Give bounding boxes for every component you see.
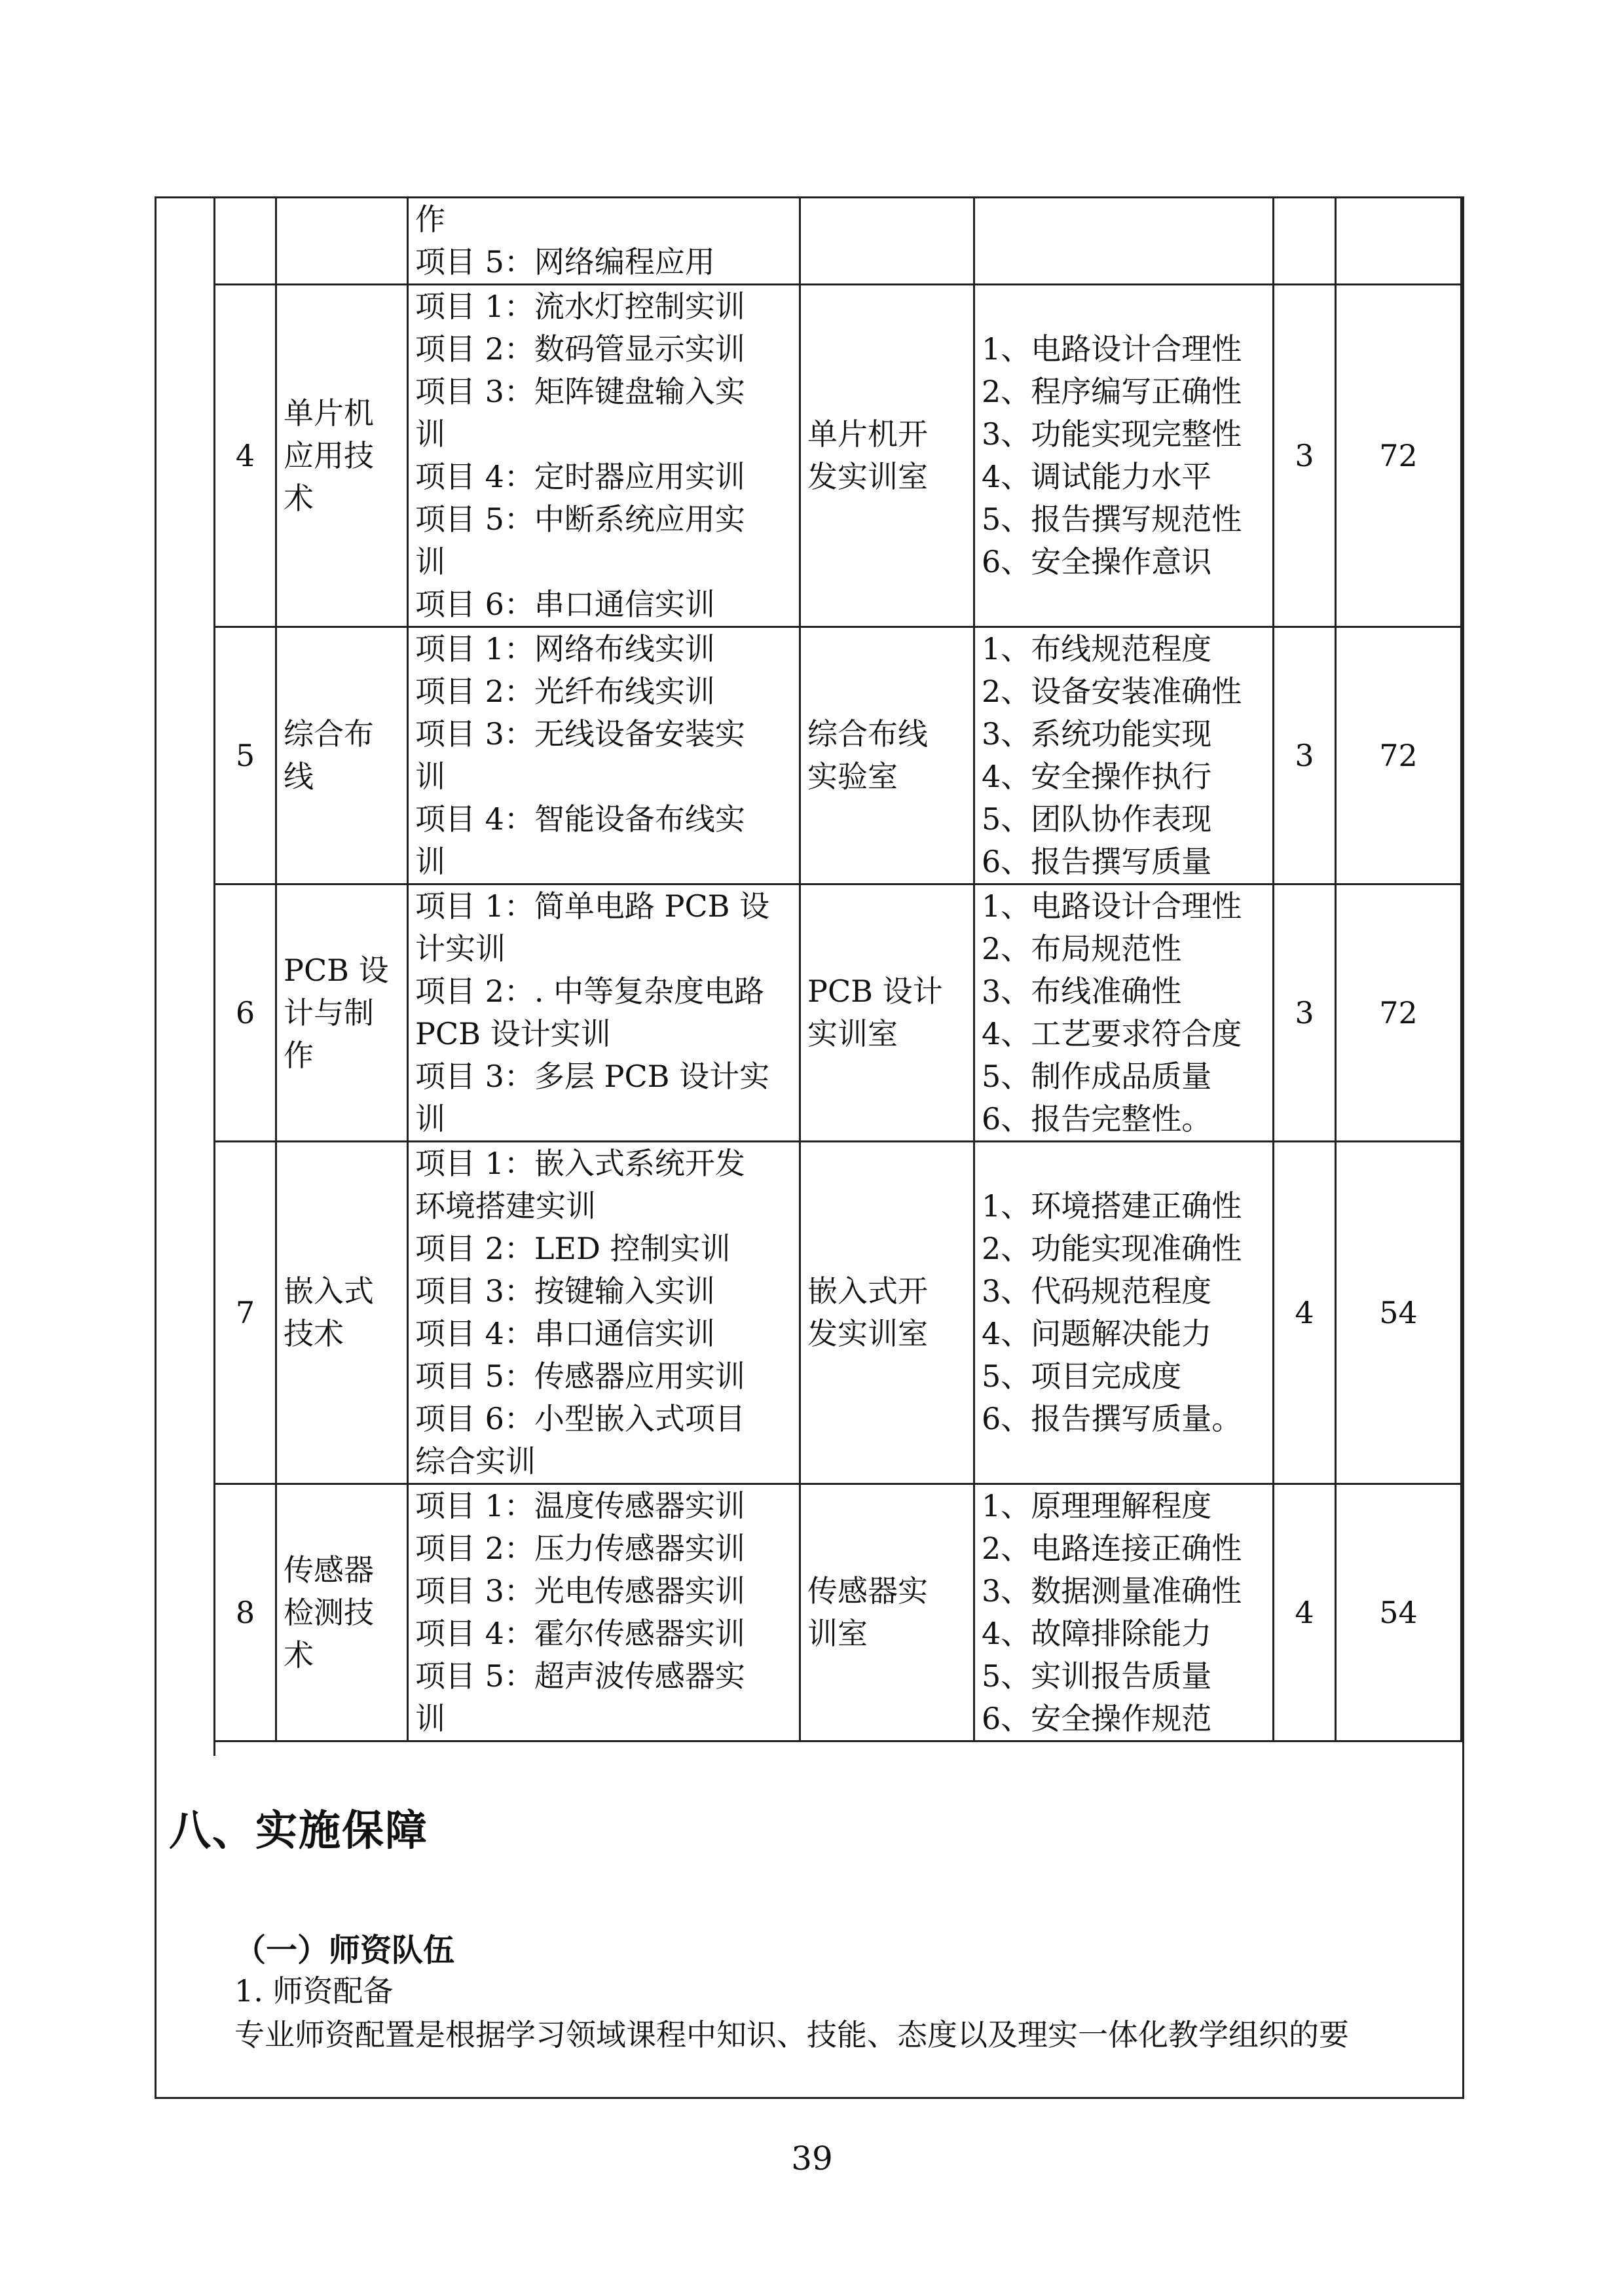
hours-value: 72 — [1336, 884, 1462, 1142]
assessment-criteria-line: 1、环境搭建正确性 — [982, 1188, 1242, 1224]
assessment-criteria-line: 3、数据测量准确性 — [982, 1573, 1242, 1609]
assessment-criteria-line: 2、程序编写正确性 — [982, 374, 1242, 409]
course-name-line: 技术 — [284, 1316, 344, 1351]
assessment-criteria-line: 6、安全操作意识 — [982, 544, 1212, 579]
hours-value — [1336, 198, 1462, 285]
project-list — [408, 627, 800, 884]
assessment-criteria — [974, 1484, 1274, 1741]
row-number: 7 — [215, 1142, 276, 1484]
assessment-criteria-line: 5、项目完成度 — [982, 1358, 1182, 1394]
training-room — [800, 285, 974, 627]
assessment-criteria — [974, 198, 1274, 285]
project-list-line: 训 — [415, 759, 445, 794]
project-list-line: 项目 5：传感器应用实训 — [415, 1358, 745, 1394]
assessment-criteria-line: 4、调试能力水平 — [982, 459, 1212, 494]
project-list-line: 作 — [415, 202, 445, 237]
row-number: 5 — [215, 627, 276, 884]
project-list-line: 项目 3：多层 PCB 设计实 — [415, 1059, 770, 1094]
assessment-criteria-line: 6、报告完整性。 — [982, 1101, 1212, 1137]
project-list-line: PCB 设计实训 — [415, 1016, 611, 1051]
project-list-line: 项目 2：数码管显示实训 — [415, 331, 745, 367]
assessment-criteria-line: 1、电路设计合理性 — [982, 331, 1242, 367]
project-list-line: 项目 2：压力传感器实训 — [415, 1531, 745, 1566]
course-name-line: 作 — [284, 1037, 314, 1073]
hours-value: 54 — [1336, 1142, 1462, 1484]
table-row — [215, 627, 1462, 884]
project-list — [408, 1142, 800, 1484]
course-name — [276, 627, 408, 884]
assessment-criteria-line: 4、问题解决能力 — [982, 1316, 1212, 1351]
assessment-criteria-line: 2、设备安装准确性 — [982, 674, 1242, 709]
project-list-line: 项目 6：串口通信实训 — [415, 587, 715, 622]
assessment-criteria-line: 5、制作成品质量 — [982, 1059, 1212, 1094]
project-list-line: 项目 2：LED 控制实训 — [415, 1231, 731, 1266]
assessment-criteria-line: 2、功能实现准确性 — [982, 1231, 1242, 1266]
course-name-line: 线 — [284, 759, 314, 794]
training-room-line: 嵌入式开 — [807, 1273, 928, 1309]
project-list-line: 训 — [415, 544, 445, 579]
assessment-criteria-line: 6、安全操作规范 — [982, 1701, 1212, 1736]
course-name-line: 嵌入式 — [284, 1273, 374, 1309]
project-list-line: 项目 1：温度传感器实训 — [415, 1488, 745, 1523]
assessment-criteria-line: 5、团队协作表现 — [982, 801, 1212, 837]
project-list-line: 项目 2：光纤布线实训 — [415, 674, 715, 709]
assessment-criteria-line: 3、功能实现完整性 — [982, 416, 1242, 452]
project-list-line: 训 — [415, 1101, 445, 1137]
project-list-line: 项目 4：定时器应用实训 — [415, 459, 745, 494]
training-room — [800, 627, 974, 884]
course-name-line: 计与制 — [284, 994, 374, 1030]
assessment-criteria-line: 6、报告撰写质量 — [982, 844, 1212, 879]
assessment-criteria — [974, 1142, 1274, 1484]
training-room-line: 实训室 — [807, 1016, 898, 1051]
hours-value: 72 — [1336, 285, 1462, 627]
assessment-criteria — [974, 627, 1274, 884]
table-row — [215, 285, 1462, 627]
training-room-line: 实验室 — [807, 759, 898, 794]
assessment-criteria-line: 1、原理理解程度 — [982, 1488, 1212, 1523]
credits-value: 4 — [1274, 1142, 1336, 1484]
project-list — [408, 1484, 800, 1741]
assessment-criteria — [974, 285, 1274, 627]
course-name — [276, 1484, 408, 1741]
project-list-line: 综合实训 — [415, 1444, 536, 1479]
project-list-line: 项目 4：霍尔传感器实训 — [415, 1616, 745, 1651]
course-name-line: 综合布 — [284, 716, 374, 752]
course-name-line: 单片机 — [284, 395, 374, 431]
training-table — [213, 196, 1462, 1742]
assessment-criteria-line: 5、实训报告质量 — [982, 1658, 1212, 1694]
row-number: 8 — [215, 1484, 276, 1741]
project-list-line: 训 — [415, 844, 445, 879]
page-number: 39 — [791, 2140, 833, 2178]
assessment-criteria-line: 3、系统功能实现 — [982, 716, 1212, 752]
project-list-line: 项目 5：中断系统应用实 — [415, 501, 745, 537]
project-list-line: 训 — [415, 416, 445, 452]
row-number: 6 — [215, 884, 276, 1142]
table-row — [215, 198, 1462, 285]
project-list-line: 项目 3：按键输入实训 — [415, 1273, 715, 1309]
training-room-line: 综合布线 — [807, 716, 928, 752]
course-name-line: 检测技 — [284, 1594, 374, 1630]
project-list-line: 项目 1：简单电路 PCB 设 — [415, 888, 770, 924]
assessment-criteria-line: 3、布线准确性 — [982, 974, 1182, 1009]
hours-value: 54 — [1336, 1484, 1462, 1741]
course-name — [276, 285, 408, 627]
project-list-line: 项目 5：网络编程应用 — [415, 244, 715, 280]
training-room-line: 发实训室 — [807, 1316, 928, 1351]
training-room — [800, 1484, 974, 1741]
table-row — [215, 1484, 1462, 1741]
course-name — [276, 198, 408, 285]
project-list-line: 计实训 — [415, 931, 506, 966]
subsection-title: （一）师资队伍 — [234, 1932, 455, 1969]
assessment-criteria-line: 1、电路设计合理性 — [982, 888, 1242, 924]
project-list — [408, 285, 800, 627]
hours-value: 72 — [1336, 627, 1462, 884]
section-title: 八、实施保障 — [169, 1806, 428, 1855]
project-list — [408, 198, 800, 285]
training-room — [800, 1142, 974, 1484]
assessment-criteria-line: 3、代码规范程度 — [982, 1273, 1212, 1309]
training-room-line: 传感器实 — [807, 1573, 928, 1609]
course-name-line: PCB 设 — [284, 952, 389, 988]
credits-value: 3 — [1274, 627, 1336, 884]
table-row — [215, 884, 1462, 1142]
project-list-line: 项目 4：串口通信实训 — [415, 1316, 715, 1351]
project-list-line: 项目 1：流水灯控制实训 — [415, 289, 745, 324]
assessment-criteria-line: 6、报告撰写质量。 — [982, 1401, 1242, 1436]
row-number: 4 — [215, 285, 276, 627]
item-title: 1. 师资配备 — [234, 1973, 394, 2009]
project-list-line: 项目 2：. 中等复杂度电路 — [415, 974, 765, 1009]
project-list-line: 项目 5：超声波传感器实 — [415, 1658, 745, 1694]
assessment-criteria-line: 1、布线规范程度 — [982, 631, 1212, 666]
training-room-line: 训室 — [807, 1616, 868, 1651]
project-list-line: 项目 4：智能设备布线实 — [415, 801, 745, 837]
assessment-criteria-line: 2、电路连接正确性 — [982, 1531, 1242, 1566]
project-list-line: 项目 3：光电传感器实训 — [415, 1573, 745, 1609]
table-row — [215, 1142, 1462, 1484]
training-room — [800, 198, 974, 285]
credits-value: 3 — [1274, 884, 1336, 1142]
course-name-line: 应用技 — [284, 437, 374, 473]
credits-value: 3 — [1274, 285, 1336, 627]
project-list — [408, 884, 800, 1142]
assessment-criteria — [974, 884, 1274, 1142]
project-list-line: 训 — [415, 1701, 445, 1736]
paragraph-text: 专业师资配置是根据学习领域课程中知识、技能、态度以及理实一体化教学组织的要 — [234, 2017, 1349, 2052]
assessment-criteria-line: 5、报告撰写规范性 — [982, 501, 1242, 537]
credits-value: 4 — [1274, 1484, 1336, 1741]
project-list-line: 项目 1：嵌入式系统开发 — [415, 1146, 745, 1181]
row-number — [215, 198, 276, 285]
assessment-criteria-line: 4、安全操作执行 — [982, 759, 1212, 794]
project-list-line: 项目 6：小型嵌入式项目 — [415, 1401, 745, 1436]
training-room-line: PCB 设计 — [807, 974, 943, 1009]
assessment-criteria-line: 4、工艺要求符合度 — [982, 1016, 1242, 1051]
project-list-line: 项目 3：无线设备安装实 — [415, 716, 745, 752]
course-name — [276, 884, 408, 1142]
project-list-line: 项目 1：网络布线实训 — [415, 631, 715, 666]
assessment-criteria-line: 4、故障排除能力 — [982, 1616, 1212, 1651]
credits-value — [1274, 198, 1336, 285]
training-room-line: 发实训室 — [807, 459, 928, 494]
training-room-line: 单片机开 — [807, 416, 928, 452]
training-room — [800, 884, 974, 1142]
project-list-line: 环境搭建实训 — [415, 1188, 596, 1224]
project-list-line: 项目 3：矩阵键盘输入实 — [415, 374, 745, 409]
course-name-line: 术 — [284, 480, 314, 516]
course-name-line: 传感器 — [284, 1552, 374, 1588]
course-name-line: 术 — [284, 1637, 314, 1673]
assessment-criteria-line: 2、布局规范性 — [982, 931, 1182, 966]
course-name — [276, 1142, 408, 1484]
